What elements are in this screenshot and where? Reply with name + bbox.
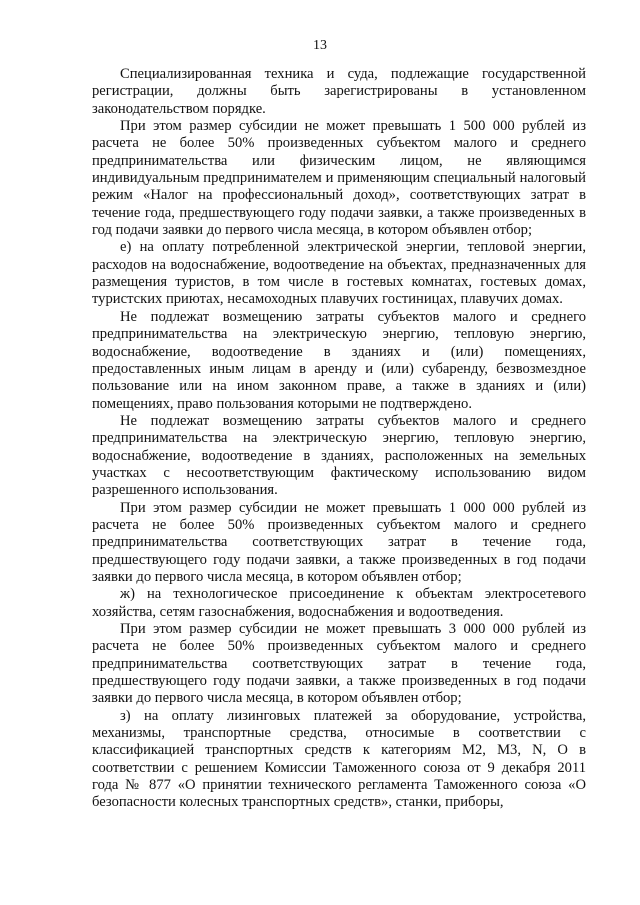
page-number: 13: [313, 38, 327, 53]
paragraph-item-zh-connection: ж) на технологическое присоединение к объектам электросетевого хозяйства, сетям газоснабжения, водоснабжения и водоотведения.: [92, 586, 586, 620]
paragraph-not-reimbursed-leased: Не подлежат возмещению затраты субъектов малого и среднего предпринимательства на электрическую энергию, тепловую энергию, водоснабжение, водоотведение в зданиях и (или) помещениях, предоставленных иным лицам в аренду и (или) субаренду, безвозмездное пользование или на ином законном праве, а также в зданиях и (или) помещениях, право пользования которыми не подтверждено.: [92, 308, 586, 412]
paragraph-subsidy-limit-1000000: При этом размер субсидии не может превышать 1 000 000 рублей из расчета не более 50% произведенных субъектом малого и среднего предпринимательства соответствующих затрат в течение года, предшествующего году подачи заявки, а также произведенных в год подачи заявки до первого числа месяца, в котором объявлен отбор;: [92, 499, 586, 585]
document-body: [92, 66, 586, 812]
paragraph-item-e-utilities: е) на оплату потребленной электрической энергии, тепловой энергии, расходов на водоснабжение, водоотведение на объектах, предназначенных для размещения туристов, в том числе в гостевых комнатах, гостевых домах, туристских приютах, несамоходных плавучих гостиницах, плавучих домах.: [92, 239, 586, 308]
paragraph-subsidy-limit-3000000: При этом размер субсидии не может превышать 3 000 000 рублей из расчета не более 50% произведенных субъектом малого и среднего предпринимательства соответствующих затрат в течение года, предшествующего году подачи заявки, а также произведенных в год подачи заявки до первого числа месяца, в котором объявлен отбор;: [92, 621, 586, 707]
paragraph-item-z-leasing: з) на оплату лизинговых платежей за оборудование, устройства, механизмы, транспортные средства, относимые в соответствии с классификацией транспортных средств к категориям М2, М3, N, О в соответствии с решением Комиссии Таможенного союза от 9 декабря 2011 года № 877 «О принятии технического регламента Таможенного союза «О безопасности колесных транспортных средств», станки, приборы,: [92, 707, 586, 811]
paragraph-subsidy-limit-1500000: При этом размер субсидии не может превышать 1 500 000 рублей из расчета не более 50% произведенных субъектом малого и среднего предпринимательства или физическим лицом, не являющимся индивидуальным предпринимателем и применяющим специальный налоговый режим «Налог на профессиональный доход», соответствующих затрат в течение года, предшествующего году подачи заявки, а также произведенных в год подачи заявки до первого числа месяца, в котором объявлен отбор;: [92, 118, 586, 239]
paragraph-registration: Специализированная техника и суда, подлежащие государственной регистрации, должны быть зарегистрированы в установленном законодательством порядке.: [92, 66, 586, 117]
paragraph-not-reimbursed-land-use: Не подлежат возмещению затраты субъектов малого и среднего предпринимательства на электрическую энергию, тепловую энергию, водоснабжение, водоотведение в зданиях, расположенных на земельных участках с несоответствующим фактическому использованию видом разрешенного использования.: [92, 412, 586, 499]
